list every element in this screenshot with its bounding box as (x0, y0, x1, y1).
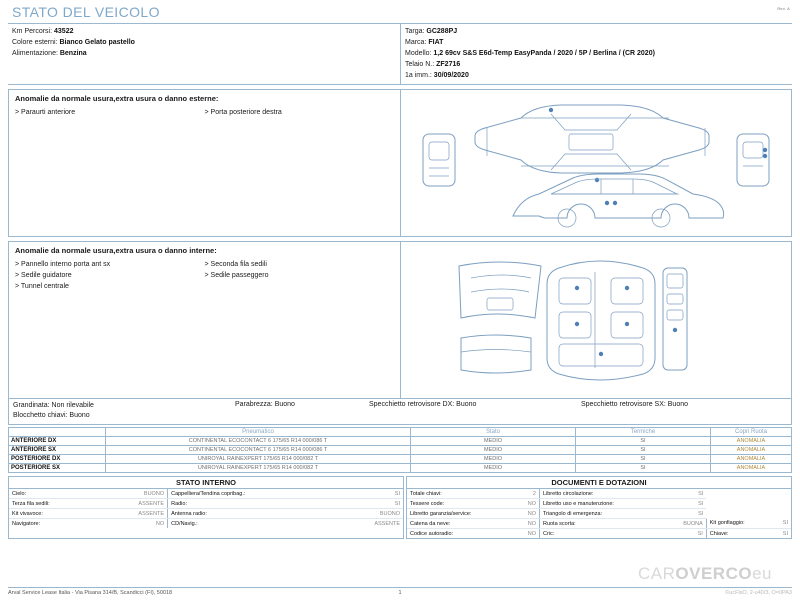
field-label: Cric: (539, 529, 664, 539)
car-top-view (475, 105, 709, 182)
field-label: Codice autoradio: (410, 530, 454, 537)
bottom-panels (8, 476, 792, 539)
table-row (407, 499, 791, 509)
damage-item: > Sedile guidatore (15, 272, 72, 279)
tyre-position: ANTERIORE SX (9, 446, 106, 455)
blocchetto-label: Blocchetto chiavi: (13, 412, 70, 419)
cabin-top-view (547, 261, 655, 380)
stato-interno-title: STATO INTERNO (9, 477, 403, 489)
parabrezza-value: Buono (274, 401, 295, 408)
field-value: SI (697, 530, 703, 537)
field-value: NO (516, 499, 540, 509)
tyre-termiche: SI (576, 464, 711, 473)
stato-interno-table (9, 489, 403, 528)
footer-page-number: 1 (398, 590, 402, 596)
specchietto-sx-value: Buono (667, 401, 689, 408)
watermark-part2: OVERCO (675, 564, 753, 583)
documenti-table (407, 489, 791, 538)
mirror-dx-block (369, 401, 581, 421)
immatricolazione-label: 1a imm.: (405, 72, 434, 79)
external-damage-title: Anomalie da normale usura,extra usura o danno esterne: (15, 94, 219, 103)
vehicle-info-left (8, 24, 400, 84)
tyres-table (8, 427, 792, 473)
field-label: Terza fila sedili: (9, 499, 100, 509)
external-damage-list (9, 90, 400, 236)
specchietto-dx-label: Specchietto retrovisore DX: (369, 401, 457, 408)
car-exterior-svg (401, 90, 791, 236)
blocchetto-row (13, 411, 235, 421)
table-row (9, 519, 403, 529)
damage-item: > Paraurti anteriore (15, 109, 76, 116)
footer-company: Arval Service Lease Italia - Via Pisana 314/B, Scandicci (FI), 50018 (8, 590, 173, 596)
field-value: SI (664, 509, 706, 519)
table-row (9, 464, 792, 473)
info-row (405, 37, 788, 48)
field-label: CD/Navig.: (168, 519, 337, 529)
field-value: SI (337, 489, 403, 499)
tyre-termiche: SI (576, 446, 711, 455)
marca-label: Marca: (405, 39, 429, 46)
telaio-label: Telaio N.: (405, 61, 437, 68)
tyres-col-pneumatico: Pneumatico (106, 428, 411, 437)
field-label: Navigatore: (12, 520, 41, 527)
footer (8, 587, 792, 596)
dashboard-view (459, 262, 541, 318)
field-label: Triangolo di emergenza: (539, 509, 664, 519)
field-label: Libretto uso e manutenzione: (539, 499, 664, 509)
watermark (638, 564, 772, 584)
revision-label: Rev. A (777, 6, 790, 11)
field-value: SI (773, 519, 791, 529)
internal-damage-col1 (15, 259, 205, 292)
tyre-copriruota: ANOMALIA (711, 464, 792, 473)
field-value: ASSENTE (100, 509, 167, 519)
field-value: NO (516, 509, 540, 519)
tyre-description: UNIROYAL RAINEXPERT 175/65 R14 000/082 T (106, 464, 411, 473)
external-damage-col2 (205, 107, 395, 118)
documenti-title: DOCUMENTI E DOTAZIONI (407, 477, 791, 489)
stato-interno-panel (8, 476, 404, 539)
field-value: SI (782, 530, 788, 537)
tyre-copriruota: ANOMALIA (711, 455, 792, 464)
tyre-stato: MEDIO (411, 437, 576, 446)
center-console-view (663, 268, 687, 370)
watermark-part1: CAR (637, 564, 676, 583)
documenti-panel (406, 476, 792, 539)
field-label: Libretto circolazione: (539, 489, 664, 499)
alimentazione-label: Alimentazione: (12, 50, 60, 57)
tyres-col-stato: Stato (411, 428, 576, 437)
info-row (405, 48, 788, 59)
parabrezza-block (235, 401, 369, 421)
field-label: Chiave: (706, 529, 773, 539)
damage-item: > Pannello interno porta ant sx (15, 261, 111, 268)
damage-item: > Tunnel centrale (15, 283, 69, 290)
field-value: ASSENTE (100, 499, 167, 509)
field-label: Kit gonfiaggio: (706, 519, 773, 529)
field-value: NO (516, 519, 540, 529)
specchietto-sx-label: Specchietto retrovisore SX: (581, 401, 668, 408)
field-label: Antenna radio: (168, 509, 337, 519)
internal-damage-col2 (205, 259, 395, 292)
tyres-header-row (9, 428, 792, 437)
tyre-stato: MEDIO (411, 455, 576, 464)
tyres-col-pos (9, 428, 106, 437)
interior-diagram (400, 242, 791, 398)
vehicle-info-section (8, 24, 792, 85)
field-label: Ruota scorta: (539, 519, 664, 529)
field-value: 2 (516, 489, 540, 499)
info-row (405, 26, 788, 37)
tyre-stato: MEDIO (411, 464, 576, 473)
field-label: Libretto garanzia/service: (407, 509, 516, 519)
damage-item: > Porta posteriore destra (204, 109, 282, 116)
km-value: 43522 (54, 28, 74, 35)
colore-label: Colore esterni: (12, 39, 60, 46)
table-row (407, 519, 791, 529)
field-label: Catena da neve: (407, 519, 516, 529)
tyre-termiche: SI (576, 455, 711, 464)
car-interior-svg (401, 242, 791, 398)
field-value: BUONA (664, 519, 706, 529)
table-row (9, 455, 792, 464)
tyre-stato: MEDIO (411, 446, 576, 455)
damage-item: > Seconda fila sedili (204, 261, 267, 268)
field-label: Cielo: (9, 489, 100, 499)
external-damage-col1 (15, 107, 205, 118)
page-title: STATO DEL VEICOLO (8, 0, 792, 24)
table-row (9, 509, 403, 519)
field-label: Radio: (168, 499, 337, 509)
watermark-part3: eu (752, 564, 772, 583)
info-row (405, 59, 788, 70)
internal-damage-list (9, 242, 400, 398)
grandinata-block (13, 401, 235, 421)
tyre-copriruota: ANOMALIA (711, 446, 792, 455)
table-row (407, 489, 791, 499)
table-row (407, 529, 791, 539)
field-label: Cappelliera/Tendina copribag.: (168, 489, 337, 499)
field-label: Kit vivavoce: (9, 509, 100, 519)
field-label: Tessere code: (407, 499, 516, 509)
grandinata-label: Grandinata: (13, 402, 52, 409)
exterior-diagram (400, 90, 791, 236)
glass-and-mirrors-row (8, 399, 792, 425)
vehicle-info-right (400, 24, 792, 84)
tyre-copriruota: ANOMALIA (711, 437, 792, 446)
field-value: BUONO (337, 509, 403, 519)
tyres-col-copriruota: Copri Ruota (711, 428, 792, 437)
car-side-view (513, 174, 724, 227)
modello-value: 1,2 69cv S&S E6d-Temp EasyPanda / 2020 / 5P / Berlina / (CR 2020) (433, 50, 655, 57)
footer-right-text: ©ucFlsO, 2-u40/3, O=0PA3 (725, 590, 792, 596)
tyre-position: POSTERIORE DX (9, 455, 106, 464)
field-value: SI (664, 499, 706, 509)
blocchetto-value: Buono (69, 412, 90, 419)
car-front-view (423, 134, 455, 186)
mirror-sx-block (581, 401, 787, 421)
trunk-view (461, 335, 531, 373)
tyre-description: CONTINENTAL ECOCONTACT 6 175/65 R14 000/086 T (106, 446, 411, 455)
info-row (12, 26, 396, 37)
internal-damage-section (8, 241, 792, 399)
tyre-termiche: SI (576, 437, 711, 446)
info-row (12, 37, 396, 48)
parabrezza-label: Parabrezza: (235, 401, 275, 408)
tyre-description: UNIROYAL RAINEXPERT 175/65 R14 000/082 T (106, 455, 411, 464)
field-value: SI (337, 499, 403, 509)
grandinata-row (13, 401, 235, 411)
marca-value: FIAT (428, 39, 444, 46)
info-row (12, 48, 396, 59)
tyre-description: CONTINENTAL ECOCONTACT 6 175/65 R14 000/086 T (106, 437, 411, 446)
table-row (9, 489, 403, 499)
km-label: Km Percorsi: (12, 28, 55, 35)
damage-item: > Sedile passeggero (204, 272, 269, 279)
targa-value: GC288PJ (426, 28, 458, 35)
targa-label: Targa: (405, 28, 427, 35)
grandinata-value: Non rilevabile (51, 402, 94, 409)
field-value: BUONO (100, 489, 167, 499)
modello-label: Modello: (405, 50, 434, 57)
immatricolazione-value: 30/09/2020 (433, 72, 469, 79)
field-value: SI (664, 489, 706, 499)
internal-damage-title: Anomalie da normale usura,extra usura o danno interne: (15, 246, 217, 255)
table-row (9, 446, 792, 455)
telaio-value: ZF2716 (436, 61, 461, 68)
field-value: NO (527, 530, 536, 537)
tyre-position: POSTERIORE SX (9, 464, 106, 473)
alimentazione-value: Benzina (59, 50, 87, 57)
car-rear-view (737, 134, 769, 186)
field-label: Totale chiavi: (407, 489, 516, 499)
table-row (407, 509, 791, 519)
field-value: NO (155, 520, 165, 527)
table-row (9, 499, 403, 509)
field-value: ASSENTE (374, 520, 400, 527)
info-row (405, 70, 788, 81)
tyre-position: ANTERIORE DX (9, 437, 106, 446)
specchietto-dx-value: Buono (456, 401, 477, 408)
external-damage-section (8, 89, 792, 237)
colore-value: Bianco Gelato pastello (59, 39, 135, 46)
table-row (9, 437, 792, 446)
tyres-col-termiche: Termiche (576, 428, 711, 437)
